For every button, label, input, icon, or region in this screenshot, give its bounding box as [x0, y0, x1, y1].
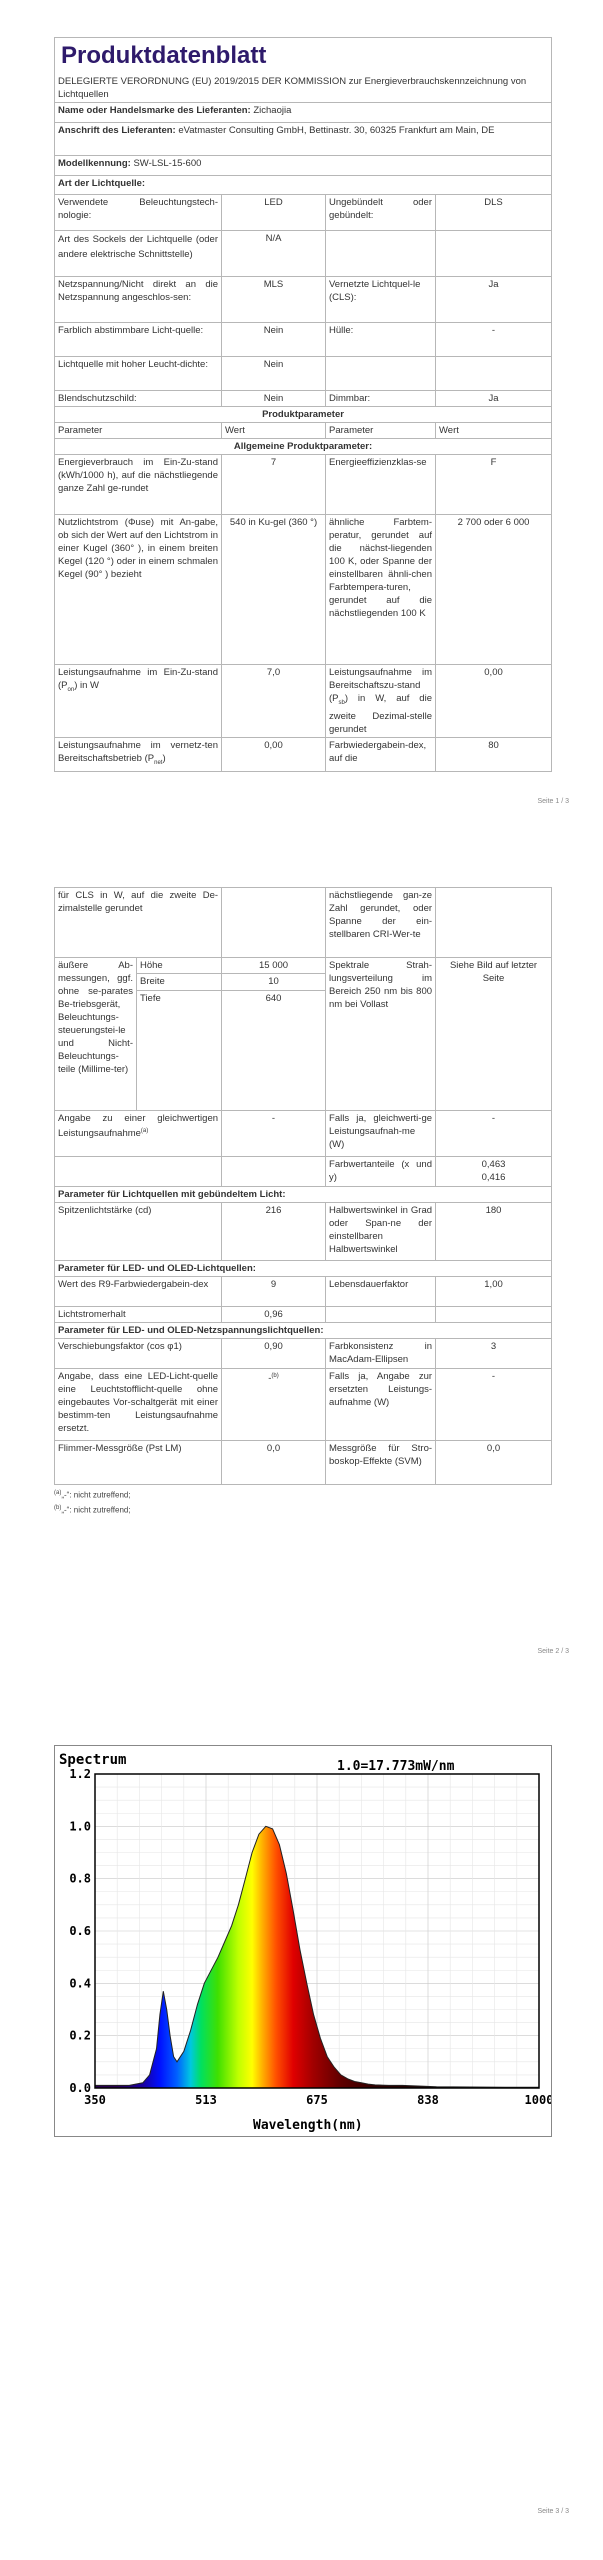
footnote-b-text: „-“: nicht zutreffend;	[61, 1505, 131, 1515]
directional-value: DLS	[436, 195, 552, 231]
depth-label: Tiefe	[137, 990, 222, 1110]
height-label: Höhe	[137, 958, 222, 974]
pon-label: Leistungsaufnahme im Ein-Zu-stand (P	[58, 667, 218, 691]
model-id: SW-LSL-15-600	[133, 158, 202, 169]
address: eVatmaster Consulting GmbH, Bettinastr. 30, 60325 Frankfurt am Main, DE	[178, 125, 495, 136]
spectrum-svg	[55, 1746, 551, 2136]
footnote-a-mark: (a)	[54, 1490, 62, 1496]
product-params-header: Produktparameter	[55, 407, 552, 423]
cls-label: Vernetzte Lichtquel-le (CLS):	[326, 277, 436, 323]
footnote-b	[54, 1502, 551, 1517]
mains-label: Netzspannung/Nicht direkt an die Netzspannung angeschlos-sen:	[55, 277, 222, 323]
chroma-label: Farbwertanteile (x und y)	[326, 1157, 436, 1187]
equiv-power-value: -	[436, 1111, 552, 1157]
chart-title: Spectrum	[59, 1752, 127, 1768]
replacement-claim-note: (b)	[271, 1373, 279, 1379]
y-tick-label: 0.8	[69, 1871, 91, 1886]
pnet-value: 0,00	[222, 737, 326, 771]
colour-consistency-value: 3	[436, 1339, 552, 1369]
datasheet-table-page-1	[54, 37, 552, 772]
envelope-label: Hülle:	[326, 323, 436, 357]
pon-value: 7,0	[222, 665, 326, 738]
pnet-label-cont: für CLS in W, auf die zweite De-zimalstelle gerundet	[55, 888, 222, 958]
page-number-3: Seite 3 / 3	[537, 2508, 569, 2515]
y-tick-label: 0.6	[69, 1924, 91, 1938]
cls-value: Ja	[436, 277, 552, 323]
supplier-name: Zichaojia	[253, 105, 292, 116]
directional-params-header: Parameter für Lichtquellen mit gebündeltem Licht:	[55, 1187, 552, 1203]
page-1	[54, 37, 551, 772]
chroma-x-value: 0,463	[481, 1159, 506, 1170]
dimmable-value: Ja	[436, 391, 552, 407]
col-header-param: Parameter	[55, 423, 222, 439]
psb-label-end: ) in W, auf die zweite Dezimal-stelle gerundet	[329, 693, 432, 735]
equiv-value: -	[222, 1111, 326, 1157]
flicker-value: 0,0	[222, 1441, 326, 1485]
spectrum-chart	[54, 1745, 552, 2137]
cri-value: 80	[436, 737, 552, 771]
equiv-power-label: Falls ja, gleichwerti-ge Leistungsaufnah-me (W)	[326, 1111, 436, 1157]
x-tick-label: 513	[195, 2093, 217, 2107]
dimmable-label: Dimmbar:	[326, 391, 436, 407]
supplier-name-label: Name oder Handelsmarke des Lieferanten:	[58, 105, 251, 116]
chroma-y-value: 0,416	[481, 1172, 506, 1183]
flux-label: Nutzlichtstrom (Φuse) mit An-gabe, ob sich der Wert auf den Lichtstrom in einer Kugel (360° ), in einem breiten Kegel (120 °) oder in einem schmalen Kegel (90° ) bezieht	[55, 515, 222, 665]
led-params-header: Parameter für LED- und OLED-Lichtquellen:	[55, 1261, 552, 1277]
address-label: Anschrift des Lieferanten:	[58, 125, 176, 136]
led-mains-params-header: Parameter für LED- und OLED-Netzspannungslichtquellen:	[55, 1323, 552, 1339]
high-luminance-label: Lichtquelle mit hoher Leucht-dichte:	[55, 357, 222, 391]
efficiency-class-label: Energieeffizienzklas-se	[326, 455, 436, 515]
depth-value: 640	[222, 990, 326, 1110]
psb-sub: sb	[338, 699, 345, 706]
mains-value: MLS	[222, 277, 326, 323]
tunable-value: Nein	[222, 323, 326, 357]
psb-label: Leistungsaufnahme im Bereitschaftszu-stand (P	[329, 667, 432, 704]
col-header-value: Wert	[222, 423, 326, 439]
peak-intensity-label: Spitzenlichtstärke (cd)	[55, 1203, 222, 1261]
general-params-header: Allgemeine Produktparameter:	[55, 439, 552, 455]
regulation-subtitle: DELEGIERTE VERORDNUNG (EU) 2019/2015 DER KOMMISSION zur Energieverbrauchskennzeichnung von Lichtquellen	[55, 74, 552, 103]
glare-label: Blendschutzschild:	[55, 391, 222, 407]
y-tick-label: 0.4	[69, 1976, 91, 1991]
pnet-sub: net	[154, 759, 163, 766]
page-2	[54, 887, 551, 1516]
x-tick-label: 1000	[524, 2093, 551, 2107]
page-number-1: Seite 1 / 3	[537, 798, 569, 805]
socket-label: Art des Sockels der Lichtquelle (oder andere elektrische Schnittstelle)	[55, 231, 222, 277]
col-header-value-2: Wert	[436, 423, 552, 439]
socket-value: N/A	[222, 231, 326, 277]
beam-angle-value: 180	[436, 1203, 552, 1261]
energy-label: Energieverbrauch im Ein-Zu-stand (kWh/1000 h), auf die nächstliegende ganze Zahl ge-rundet	[55, 455, 222, 515]
beam-angle-label: Halbwertswinkel in Grad oder Span-ne der einstellbaren Halbwertswinkel	[326, 1203, 436, 1261]
spectrum-label: Spektrale Strah-lungsverteilung im Bereich 250 nm bis 800 nm bei Vollast	[326, 958, 436, 1111]
tech-label: Verwendete Beleuchtungstech-nologie:	[55, 195, 222, 231]
colour-consistency-label: Farbkonsistenz in MacAdam-Ellipsen	[326, 1339, 436, 1369]
y-tick-label: 1.2	[69, 1767, 91, 1781]
tunable-label: Farblich abstimmbare Licht-quelle:	[55, 323, 222, 357]
r9-value: 9	[222, 1277, 326, 1307]
glare-value: Nein	[222, 391, 326, 407]
equiv-label: Angabe zu einer gleichwertigen Leistungsaufnahme	[58, 1113, 219, 1140]
survival-value: 1,00	[436, 1277, 552, 1307]
energy-value: 7	[222, 455, 326, 515]
psb-value: 0,00	[436, 665, 552, 738]
peak-intensity-value: 216	[222, 1203, 326, 1261]
width-value: 10	[222, 974, 326, 990]
lumen-maint-label: Lichtstromerhalt	[55, 1307, 222, 1323]
x-tick-label: 350	[84, 2093, 106, 2107]
replaced-power-value: -	[436, 1369, 552, 1441]
page-title: Produktdatenblatt	[61, 42, 267, 69]
chart-annotation: 1.0=17.773mW/nm	[337, 1759, 455, 1774]
datasheet-table-page-2	[54, 887, 552, 1485]
width-label: Breite	[137, 974, 222, 990]
footnote-a	[54, 1487, 551, 1502]
y-tick-label: 0.0	[69, 2081, 91, 2095]
x-tick-label: 838	[417, 2093, 439, 2107]
displacement-value: 0,90	[222, 1339, 326, 1369]
y-tick-label: 0.2	[69, 2028, 91, 2043]
stroboscopic-label: Messgröße für Stro-boskop-Effekte (SVM)	[326, 1441, 436, 1485]
equiv-note: (a)	[140, 1128, 149, 1134]
directional-label: Ungebündelt oder gebündelt:	[326, 195, 436, 231]
pon-label-end: ) in W	[74, 680, 99, 691]
model-label: Modellkennung:	[58, 158, 131, 169]
stroboscopic-value: 0,0	[436, 1441, 552, 1485]
envelope-value: -	[436, 323, 552, 357]
x-axis-label: Wavelength(nm)	[253, 2118, 363, 2133]
flicker-label: Flimmer-Messgröße (Pst LM)	[55, 1441, 222, 1485]
cct-value: 2 700 oder 6 000	[436, 515, 552, 665]
replacement-claim-value: -	[268, 1373, 272, 1385]
footnote-b-mark: (b)	[54, 1504, 62, 1511]
cri-label: Farbwiedergabein-dex, auf die	[326, 737, 436, 771]
cri-label-cont: nächstliegende gan-ze Zahl gerundet, oder Spanne der ein-stellbaren CRI-Wer-te	[326, 888, 436, 958]
dimensions-label: äußere Ab-messungen, ggf. ohne se-parates Be-triebsgerät, Beleuchtungs-steuerungstei-le und Nicht-Beleuchtungs-teile (Millime-ter)	[55, 958, 137, 1111]
light-type-header: Art der Lichtquelle:	[55, 176, 552, 195]
col-header-param-2: Parameter	[326, 423, 436, 439]
cct-label: ähnliche Farbtem-peratur, gerundet auf die nächst-liegenden 100 K, oder Spanne der einstellbaren ähnli-chen Farbtempera-turen, gerundet auf die nächstliegenden 100 K	[326, 515, 436, 665]
spectrum-value: Siehe Bild auf letzter Seite	[436, 958, 552, 1111]
efficiency-class-value: F	[436, 455, 552, 515]
survival-label: Lebensdauerfaktor	[326, 1277, 436, 1307]
footnote-a-text: „-“: nicht zutreffend;	[61, 1490, 131, 1500]
lumen-maint-value: 0,96	[222, 1307, 326, 1323]
x-tick-label: 675	[306, 2093, 328, 2107]
pon-sub: on	[67, 686, 75, 693]
flux-value: 540 in Ku-gel (360 °)	[222, 515, 326, 665]
page-number-2: Seite 2 / 3	[537, 1648, 569, 1655]
height-value: 15 000	[222, 958, 326, 974]
replaced-power-label: Falls ja, Angabe zur ersetzten Leistungs-aufnahme (W)	[326, 1369, 436, 1441]
replacement-claim-label: Angabe, dass eine LED-Licht-quelle eine Leuchtstofflicht-quelle ohne eingebautes Vor-schaltgerät mit einer bestimm-ten Leistungsaufnahme ersetzt.	[55, 1369, 222, 1441]
pnet-label-end: )	[162, 752, 166, 764]
y-tick-label: 1.0	[69, 1819, 91, 1834]
high-luminance-value: Nein	[222, 357, 326, 391]
pnet-label: Leistungsaufnahme im vernetz-ten Bereitschaftsbetrieb (P	[58, 739, 218, 764]
tech-value: LED	[222, 195, 326, 231]
r9-label: Wert des R9-Farbwiedergabein-dex	[55, 1277, 222, 1307]
displacement-label: Verschiebungsfaktor (cos φ1)	[55, 1339, 222, 1369]
